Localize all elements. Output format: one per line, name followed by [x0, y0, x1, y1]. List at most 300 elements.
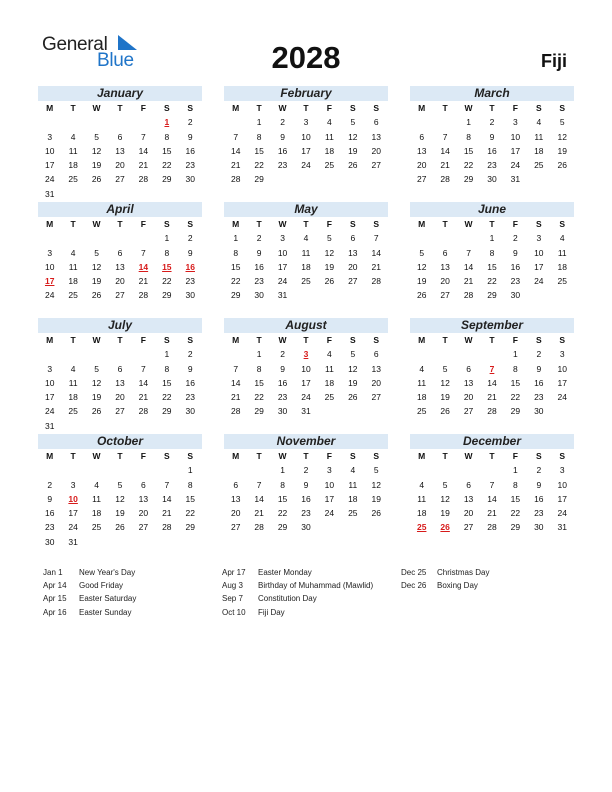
day-cell: 19 — [348, 377, 358, 388]
day-cell: 17 — [534, 261, 544, 272]
weekday-header: M — [46, 103, 54, 113]
weekday-header: T — [256, 219, 262, 229]
day-cell: 12 — [324, 247, 335, 258]
weekday-header: M — [232, 103, 240, 113]
day-cell: 30 — [487, 174, 497, 185]
day-cell: 5 — [327, 233, 332, 244]
weekday-header: T — [303, 103, 309, 113]
day-cell: 20 — [463, 508, 474, 519]
holiday-name: Birthday of Muhammad (Mawlid) — [258, 581, 374, 591]
empty-cell — [410, 115, 433, 129]
day-cell: 20 — [440, 276, 450, 287]
day-grid — [410, 449, 574, 535]
day-cell: 18 — [557, 261, 567, 272]
day-cell: 11 — [324, 363, 334, 374]
weekday-header: S — [535, 219, 542, 229]
day-cell: 8 — [280, 479, 285, 490]
holiday-date: Apr 15 — [43, 594, 67, 604]
logo-word-blue: Blue — [97, 50, 134, 71]
day-cell: 28 — [230, 406, 241, 417]
empty-cell — [457, 231, 480, 245]
day-cell: 29 — [162, 290, 172, 301]
day-cell: 4 — [94, 479, 99, 490]
day-cell: 28 — [138, 290, 149, 301]
month-title: March — [410, 86, 574, 101]
holiday-name: Boxing Day — [437, 581, 478, 591]
day-cell: 22 — [510, 508, 521, 519]
weekday-header: T — [442, 335, 448, 345]
day-cell: 20 — [371, 145, 381, 156]
holiday-date: Sep 7 — [222, 594, 243, 604]
day-cell: 8 — [513, 363, 518, 374]
day-cell: 23 — [44, 522, 55, 533]
day-cell: 25 — [416, 406, 427, 417]
holiday-entry — [222, 579, 373, 592]
day-cell: 4 — [70, 131, 76, 142]
day-cell: 17 — [324, 493, 335, 504]
day-cell: 2 — [256, 233, 262, 244]
empty-cell — [108, 463, 131, 477]
weekday-header: W — [278, 451, 287, 461]
day-cell: 18 — [68, 276, 78, 287]
month-title: January — [38, 86, 202, 101]
day-cell: 15 — [162, 145, 172, 156]
day-cell: 15 — [487, 261, 497, 272]
logo-word-general: General — [42, 34, 108, 55]
day-cell: 26 — [91, 406, 102, 417]
weekday-header: T — [70, 219, 76, 229]
day-cell: 12 — [348, 131, 358, 142]
day-cell: 1 — [256, 117, 262, 128]
day-cell: 4 — [536, 117, 542, 128]
day-cell: 27 — [115, 174, 125, 185]
day-cell: 16 — [534, 377, 544, 388]
day-cell: 4 — [419, 363, 425, 374]
weekday-header: S — [559, 335, 566, 345]
day-cell: 13 — [348, 247, 358, 258]
day-cell: 24 — [301, 160, 311, 171]
day-cell: 21 — [162, 508, 172, 519]
holiday-name: New Year's Day — [79, 568, 136, 577]
empty-cell — [61, 347, 84, 361]
day-cell: 12 — [91, 377, 102, 388]
day-cell: 18 — [534, 145, 544, 156]
day-cell: 16 — [487, 145, 497, 156]
day-cell: 26 — [440, 406, 450, 417]
day-cell: 27 — [115, 290, 125, 301]
holiday-day-cell: 3 — [303, 349, 309, 360]
day-cell: 3 — [47, 131, 53, 142]
day-cell: 22 — [510, 392, 521, 403]
weekday-header: S — [163, 103, 170, 113]
day-cell: 9 — [513, 247, 518, 258]
holiday-date: Dec 25 — [401, 568, 427, 577]
day-cell: 21 — [463, 276, 474, 287]
weekday-header: W — [278, 335, 287, 345]
day-cell: 20 — [348, 261, 358, 272]
holiday-entry — [43, 606, 136, 619]
day-cell: 6 — [117, 131, 123, 142]
month-september — [410, 318, 574, 419]
empty-cell — [433, 231, 456, 245]
day-cell: 12 — [557, 131, 567, 142]
day-grid — [224, 101, 388, 187]
day-cell: 13 — [371, 363, 381, 374]
day-cell: 27 — [416, 174, 427, 185]
day-cell: 24 — [557, 392, 567, 403]
day-cell: 24 — [68, 522, 78, 533]
holiday-entry — [43, 579, 136, 592]
day-cell: 5 — [94, 247, 99, 258]
day-cell: 31 — [68, 536, 78, 547]
day-cell: 22 — [254, 160, 264, 171]
weekday-header: S — [559, 451, 566, 461]
day-cell: 13 — [371, 131, 381, 142]
day-cell: 4 — [350, 465, 356, 476]
day-cell: 21 — [138, 392, 149, 403]
day-cell: 27 — [348, 276, 358, 287]
weekday-header: W — [92, 103, 101, 113]
calendar-year: 2028 — [271, 40, 341, 75]
weekday-header: M — [232, 219, 240, 229]
day-grid — [224, 217, 388, 303]
empty-cell — [38, 231, 61, 245]
day-cell: 26 — [416, 290, 427, 301]
day-cell: 29 — [162, 174, 172, 185]
month-title: February — [224, 86, 388, 101]
day-cell: 11 — [557, 247, 567, 258]
weekday-header: T — [442, 219, 448, 229]
day-cell: 14 — [463, 261, 474, 272]
weekday-header: S — [163, 335, 170, 345]
day-cell: 3 — [559, 349, 565, 360]
weekday-header: T — [442, 103, 448, 113]
day-cell: 12 — [440, 493, 450, 504]
weekday-header: S — [559, 219, 566, 229]
day-cell: 20 — [115, 160, 125, 171]
day-cell: 27 — [463, 406, 474, 417]
empty-cell — [247, 463, 270, 477]
holiday-day-cell: 17 — [44, 276, 55, 287]
month-july — [38, 318, 202, 433]
day-cell: 22 — [230, 276, 241, 287]
weekday-header: T — [442, 451, 448, 461]
holiday-day-cell: 25 — [416, 522, 427, 533]
day-cell: 1 — [164, 233, 170, 244]
day-cell: 25 — [324, 392, 335, 403]
holiday-column — [222, 566, 373, 619]
day-cell: 18 — [348, 493, 358, 504]
day-cell: 27 — [371, 160, 381, 171]
day-grid — [410, 101, 574, 187]
weekday-header: T — [256, 451, 262, 461]
day-cell: 13 — [138, 493, 149, 504]
holiday-column — [401, 566, 489, 592]
day-cell: 9 — [256, 247, 262, 258]
day-cell: 19 — [91, 392, 102, 403]
day-cell: 14 — [230, 145, 241, 156]
weekday-header: T — [70, 103, 76, 113]
day-cell: 10 — [277, 247, 288, 258]
day-cell: 27 — [138, 522, 149, 533]
day-cell: 29 — [510, 406, 521, 417]
day-cell: 20 — [416, 160, 427, 171]
day-cell: 9 — [536, 479, 542, 490]
day-cell: 21 — [487, 392, 497, 403]
day-cell: 15 — [463, 145, 474, 156]
weekday-header: S — [559, 103, 566, 113]
day-cell: 7 — [442, 131, 448, 142]
day-cell: 14 — [487, 377, 497, 388]
day-cell: 8 — [187, 479, 193, 490]
day-cell: 1 — [513, 349, 518, 360]
day-cell: 20 — [138, 508, 149, 519]
day-cell: 15 — [254, 377, 264, 388]
day-cell: 12 — [416, 261, 427, 272]
holiday-day-cell: 10 — [68, 493, 78, 504]
weekday-header: T — [489, 103, 495, 113]
month-title: June — [410, 202, 574, 217]
day-cell: 29 — [463, 174, 474, 185]
day-cell: 11 — [301, 247, 311, 258]
empty-cell — [155, 463, 178, 477]
day-cell: 28 — [230, 174, 241, 185]
day-cell: 2 — [536, 349, 542, 360]
day-cell: 18 — [416, 392, 427, 403]
weekday-header: W — [92, 451, 101, 461]
holiday-day-cell: 14 — [138, 261, 149, 272]
day-cell: 4 — [559, 233, 565, 244]
day-cell: 19 — [324, 261, 335, 272]
day-cell: 9 — [47, 493, 53, 504]
day-cell: 19 — [416, 276, 427, 287]
day-cell: 6 — [233, 479, 239, 490]
day-cell: 10 — [44, 145, 55, 156]
holiday-column — [43, 566, 136, 619]
day-cell: 17 — [510, 145, 521, 156]
day-cell: 25 — [301, 276, 311, 287]
month-june — [410, 202, 574, 303]
weekday-header: S — [535, 103, 542, 113]
day-cell: 6 — [373, 349, 379, 360]
day-cell: 7 — [373, 233, 379, 244]
day-cell: 12 — [91, 145, 102, 156]
day-cell: 11 — [324, 131, 334, 142]
day-cell: 10 — [557, 363, 567, 374]
weekday-header: M — [418, 103, 426, 113]
day-cell: 10 — [44, 377, 55, 388]
weekday-header: S — [373, 451, 380, 461]
day-cell: 24 — [301, 392, 311, 403]
weekday-header: W — [92, 335, 101, 345]
holiday-name: Easter Sunday — [79, 607, 132, 617]
day-cell: 8 — [164, 247, 170, 258]
day-cell: 11 — [417, 493, 427, 504]
weekday-header: M — [418, 219, 426, 229]
day-cell: 7 — [141, 131, 146, 142]
weekday-header: F — [326, 219, 332, 229]
day-cell: 28 — [487, 522, 497, 533]
day-cell: 30 — [254, 290, 264, 301]
empty-cell — [224, 347, 247, 361]
day-cell: 4 — [419, 479, 425, 490]
month-title: April — [38, 202, 202, 217]
day-cell: 31 — [557, 522, 567, 533]
day-cell: 9 — [489, 131, 495, 142]
weekday-header: T — [256, 335, 262, 345]
weekday-header: S — [349, 335, 356, 345]
weekday-header: W — [278, 219, 287, 229]
month-may — [224, 202, 388, 303]
day-cell: 22 — [162, 276, 172, 287]
day-cell: 13 — [440, 261, 450, 272]
day-cell: 9 — [303, 479, 309, 490]
weekday-header: S — [373, 103, 380, 113]
day-grid — [38, 101, 202, 201]
day-cell: 4 — [70, 247, 76, 258]
day-cell: 18 — [301, 261, 311, 272]
day-cell: 17 — [557, 377, 567, 388]
page-header — [0, 0, 612, 80]
day-cell: 16 — [277, 377, 288, 388]
holiday-name: Fiji Day — [258, 607, 285, 617]
holiday-name: Constitution Day — [258, 594, 317, 604]
day-cell: 29 — [185, 522, 195, 533]
day-cell: 29 — [277, 522, 288, 533]
weekday-header: T — [70, 451, 76, 461]
weekday-header: M — [418, 451, 426, 461]
empty-cell — [433, 463, 456, 477]
day-cell: 24 — [44, 290, 55, 301]
holiday-day-cell: 1 — [164, 117, 170, 128]
day-cell: 13 — [230, 493, 241, 504]
holiday-date: Dec 26 — [401, 581, 427, 591]
day-cell: 26 — [371, 508, 381, 519]
day-cell: 7 — [256, 479, 262, 490]
day-cell: 17 — [301, 145, 311, 156]
empty-cell — [132, 347, 155, 361]
weekday-header: F — [512, 219, 518, 229]
holiday-date: Apr 17 — [222, 568, 246, 577]
weekday-header: M — [232, 451, 240, 461]
weekday-header: S — [373, 335, 380, 345]
weekday-header: T — [117, 219, 123, 229]
holiday-entry — [222, 592, 373, 605]
weekday-header: S — [349, 451, 356, 461]
day-cell: 16 — [277, 145, 288, 156]
day-cell: 23 — [534, 392, 544, 403]
day-cell: 10 — [534, 247, 544, 258]
day-cell: 20 — [371, 377, 381, 388]
day-cell: 23 — [534, 508, 544, 519]
day-cell: 10 — [510, 131, 521, 142]
day-cell: 14 — [440, 145, 450, 156]
day-cell: 16 — [254, 261, 264, 272]
day-cell: 14 — [162, 493, 172, 504]
day-cell: 7 — [233, 131, 239, 142]
holiday-entry — [222, 566, 373, 579]
weekday-header: W — [278, 103, 287, 113]
day-cell: 29 — [254, 406, 264, 417]
day-cell: 22 — [487, 276, 497, 287]
weekday-header: S — [187, 451, 194, 461]
day-cell: 30 — [510, 290, 521, 301]
day-grid — [38, 449, 202, 549]
day-cell: 27 — [463, 522, 474, 533]
day-cell: 30 — [185, 406, 195, 417]
day-cell: 13 — [463, 377, 474, 388]
day-cell: 8 — [256, 131, 262, 142]
day-cell: 10 — [557, 479, 567, 490]
weekday-header: T — [70, 335, 76, 345]
day-cell: 23 — [487, 160, 497, 171]
day-cell: 12 — [115, 493, 125, 504]
month-title: December — [410, 434, 574, 449]
weekday-header: S — [373, 219, 380, 229]
day-cell: 3 — [303, 117, 309, 128]
day-cell: 2 — [280, 349, 285, 360]
day-cell: 6 — [442, 247, 448, 258]
day-cell: 13 — [115, 145, 125, 156]
weekday-header: T — [117, 335, 123, 345]
day-cell: 9 — [187, 363, 193, 374]
day-cell: 11 — [68, 377, 78, 388]
day-grid — [410, 217, 574, 303]
day-cell: 3 — [70, 479, 76, 490]
day-cell: 28 — [371, 276, 381, 287]
month-february — [224, 86, 388, 187]
day-cell: 31 — [510, 174, 521, 185]
empty-cell — [108, 115, 131, 129]
day-cell: 19 — [440, 392, 450, 403]
country-name: Fiji — [541, 51, 567, 71]
day-cell: 25 — [68, 406, 78, 417]
day-cell: 4 — [303, 233, 309, 244]
day-cell: 29 — [230, 290, 241, 301]
day-cell: 3 — [513, 117, 518, 128]
day-cell: 27 — [440, 290, 450, 301]
day-cell: 15 — [185, 493, 195, 504]
holiday-name: Easter Saturday — [79, 594, 137, 604]
holiday-entry — [401, 579, 489, 592]
weekday-header: T — [117, 103, 123, 113]
day-cell: 2 — [187, 117, 193, 128]
day-cell: 9 — [187, 131, 193, 142]
weekday-header: S — [535, 451, 542, 461]
holiday-entry — [43, 592, 136, 605]
day-cell: 21 — [440, 160, 450, 171]
day-cell: 10 — [301, 131, 311, 142]
weekday-header: T — [117, 451, 123, 461]
day-cell: 3 — [559, 465, 565, 476]
day-cell: 31 — [44, 420, 55, 431]
day-cell: 4 — [70, 363, 76, 374]
day-cell: 26 — [324, 276, 335, 287]
day-cell: 5 — [94, 363, 99, 374]
month-title: July — [38, 318, 202, 333]
day-cell: 7 — [466, 247, 471, 258]
day-cell: 29 — [254, 174, 264, 185]
day-cell: 8 — [256, 363, 262, 374]
day-cell: 7 — [141, 247, 146, 258]
empty-cell — [224, 463, 247, 477]
day-cell: 28 — [487, 406, 497, 417]
empty-cell — [38, 463, 61, 477]
month-december — [410, 434, 574, 535]
day-cell: 5 — [94, 131, 99, 142]
day-cell: 25 — [68, 290, 78, 301]
holiday-entry — [43, 566, 136, 579]
